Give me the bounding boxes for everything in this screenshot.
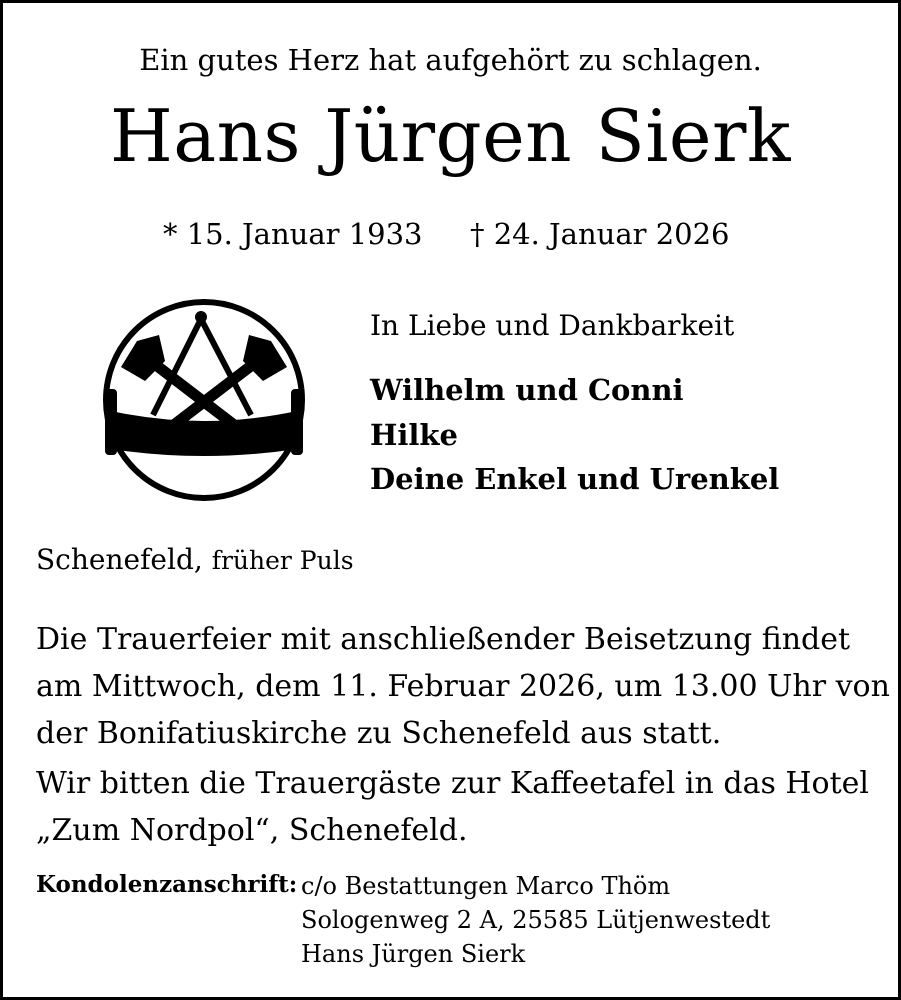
family-member: Wilhelm und Conni [370,373,684,407]
invitation-line: Wir bitten die Trauergäste zur Kaffeetafel in das Hotel [36,766,870,801]
ceremony-paragraph [36,616,890,757]
place-line [36,543,354,576]
condolence-line: Sologenweg 2 A, 25585 Lütjenwestedt [301,906,771,934]
death-date: † 24. Januar 2026 [470,217,730,251]
family-member: Hilke [370,418,458,452]
ceremony-line: der Bonifatiuskirche zu Schenefeld aus statt. [36,716,722,751]
carpenter-guild-emblem-icon [101,297,307,503]
condolence-label: Kondolenzanschrift: [36,871,298,898]
invitation-paragraph [36,760,876,854]
invitation-line: „Zum Nordpol“, Schenefeld. [36,813,468,848]
former-place: früher Puls [211,546,354,575]
birth-date: * 15. Januar 1933 [163,217,423,251]
condolence-line: Hans Jürgen Sierk [301,940,526,968]
condolence-address [301,869,770,971]
headline: Ein gutes Herz hat aufgehört zu schlagen. [139,43,762,77]
ceremony-line: Die Trauerfeier mit anschließender Beisetzung findet [36,622,851,657]
love-line: In Liebe und Dankbarkeit [370,309,735,342]
ceremony-line: am Mittwoch, dem 11. Februar 2026, um 13.00 Uhr von [36,669,890,704]
family-member: Deine Enkel und Urenkel [370,462,780,496]
condolence-line: c/o Bestattungen Marco Thöm [301,872,671,900]
deceased-name: Hans Jürgen Sierk [109,94,792,178]
place: Schenefeld, [36,543,203,576]
